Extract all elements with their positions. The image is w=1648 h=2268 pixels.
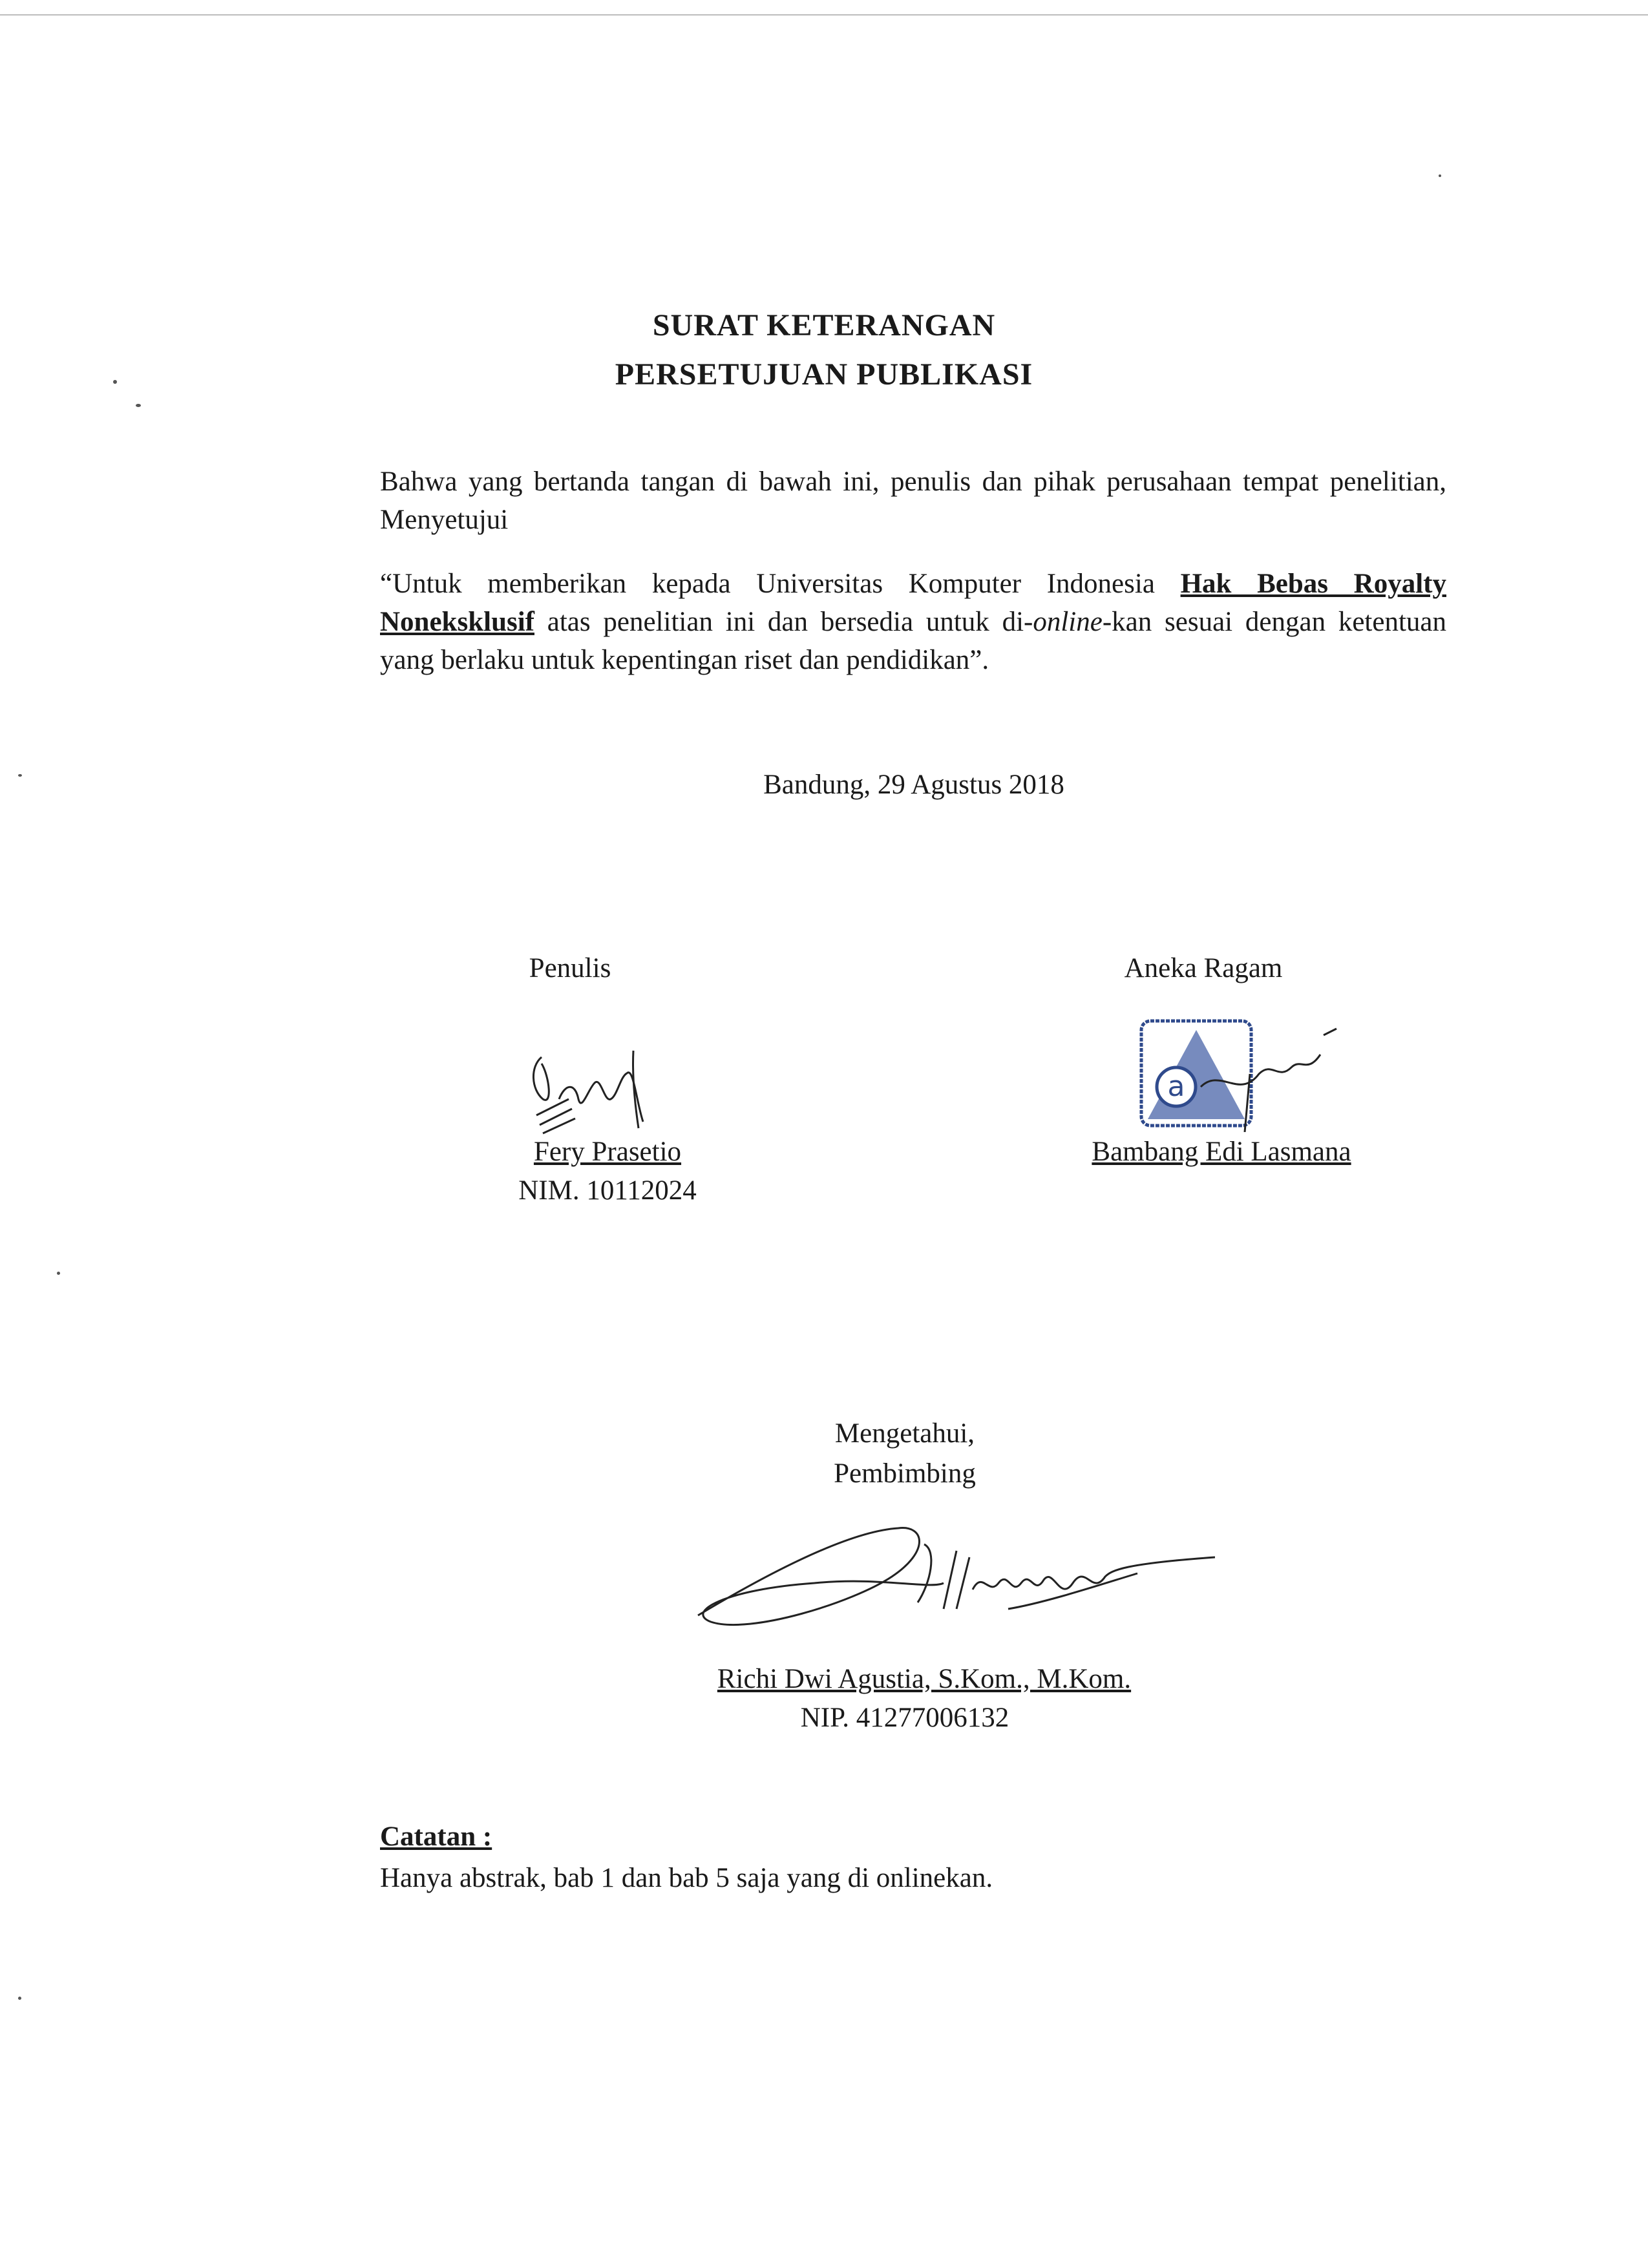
- company-representative-name: Bambang Edi Lasmana: [1092, 1137, 1351, 1167]
- agreement-paragraph: [380, 565, 1446, 679]
- svg-text:a: a: [1167, 1070, 1185, 1103]
- online-term: online: [1033, 607, 1103, 637]
- scan-speck: [1439, 174, 1441, 177]
- scan-speck: [18, 774, 22, 777]
- intro-paragraph: Bahwa yang bertanda tangan di bawah ini, penulis dan pihak perusahaan tempat penelitian, Menyetujui: [380, 467, 1446, 535]
- supervisor-name: Richi Dwi Agustia, S.Kom., M.Kom.: [717, 1664, 1132, 1694]
- scan-edge-line: [0, 14, 1648, 16]
- notes-heading: Catatan :: [380, 1822, 492, 1852]
- notes-text: Hanya abstrak, bab 1 dan bab 5 saja yang di onlinekan.: [380, 1863, 993, 1893]
- document-title-line-2: PERSETUJUAN PUBLIKASI: [615, 357, 1033, 392]
- author-name: Fery Prasetio: [533, 1137, 682, 1167]
- author-label: Penulis: [529, 953, 611, 983]
- royalty-rights-term: Hak Bebas Royalty Noneksklusif: [380, 569, 1446, 637]
- supervisor-signature: [685, 1512, 1215, 1641]
- company-stamp-logo: [1136, 1009, 1349, 1132]
- acknowledged-label: Mengetahui,: [834, 1418, 975, 1449]
- supervisor-employee-id: NIP. 41277006132: [800, 1703, 1009, 1733]
- scan-speck: [57, 1272, 60, 1275]
- agreement-text-part-3: -kan sesuai dengan ketentuan yang berlaku untuk kepentingan riset dan pendidikan”.: [380, 607, 1447, 675]
- document-title-line-1: SURAT KETERANGAN: [652, 308, 996, 342]
- scan-speck: [136, 404, 141, 407]
- author-signature: [523, 1038, 653, 1138]
- agreement-text-part-1: “Untuk memberikan kepada Universitas Komputer Indonesia: [380, 569, 1181, 599]
- place-date-line: Bandung, 29 Agustus 2018: [763, 770, 1064, 800]
- author-student-id: NIM. 10112024: [518, 1175, 697, 1206]
- scan-speck: [18, 1997, 21, 2000]
- company-label: Aneka Ragam: [1124, 953, 1283, 983]
- supervisor-label: Pembimbing: [834, 1458, 976, 1489]
- agreement-text-part-2: atas penelitian ini dan bersedia untuk di-: [534, 607, 1033, 637]
